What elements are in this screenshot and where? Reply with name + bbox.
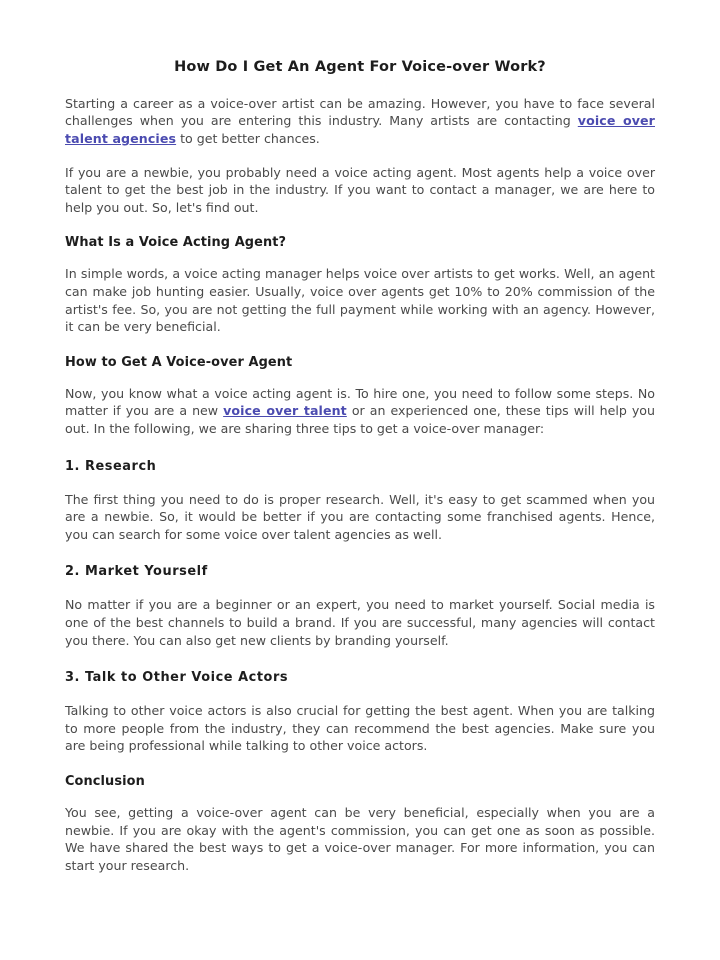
tip-body-market-yourself: No matter if you are a beginner or an expert, you need to market yourself. Social media is one of the best channels to build a brand. If you are successful, many agencies will contact you there. You can also get new clients by branding yourself. <box>65 597 655 648</box>
spacer <box>65 755 655 773</box>
spacer <box>65 580 655 596</box>
section-body-text-after-link: or an experienced one, these tips will help you out. In the following, we are sharing three tips to get a voice-over manager: <box>65 403 655 436</box>
voice-over-talent-agencies-link[interactable]: voice over talent agencies <box>65 113 655 147</box>
spacer <box>65 543 655 563</box>
voice-over-talent-link[interactable]: voice over talent <box>223 403 347 419</box>
spacer <box>65 686 655 702</box>
section-heading-what-is-a-voice-acting-agent: What Is a Voice Acting Agent? <box>65 235 287 251</box>
section-body-what-is-a-voice-acting-agent: In simple words, a voice acting manager helps voice over artists to get works. Well, an agent can make job hunting easier. Usually, voice over agents get 10% to 20% commission of the artist's fee. So, you are not getting the full payment while working with an agency. However, it can be very beneficial. <box>65 266 655 335</box>
intro-para1-text-before-link: Starting a career as a voice-over artist can be amazing. However, you have to face several challenges when you are entering this industry. Many artists are contacting <box>65 95 655 129</box>
tip-heading-talk-to-other-voice-actors: 3. Talk to Other Voice Actors <box>65 670 289 686</box>
spacer <box>65 371 655 385</box>
tip-body-research: The first thing you need to do is proper research. Well, it's easy to get scammed when you are a newbie. So, it would be better if you are contacting some franchised agents. Hence, you can search for some voice over talent agencies as well. <box>65 491 655 542</box>
intro-paragraph-1 <box>65 95 655 148</box>
spacer <box>65 251 655 265</box>
intro-paragraph-2: If you are a newbie, you probably need a voice acting agent. Most agents help a voice over talent to get the best job in the industry. If you want to contact a manager, we are here to help you out. So, let's find out. <box>65 164 655 215</box>
tip-body-talk-to-other-voice-actors: Talking to other voice actors is also crucial for getting the best agent. When you are talking to more people from the industry, they can recommend the best agencies. Make sure you are being professional while talking to other voice actors. <box>65 703 655 754</box>
section-body-conclusion: You see, getting a voice-over agent can be very beneficial, especially when you are a newbie. If you are okay with the agent's commission, you can get one as soon as possible. We have shared the best ways to get a voice-over manager. For more information, you can start your research. <box>65 804 655 873</box>
section-body-text-before-link: Now, you know what a voice acting agent is. To hire one, you need to follow some steps. No matter if you are a new <box>65 385 655 419</box>
spacer <box>65 336 655 354</box>
spacer <box>65 790 655 804</box>
spacer <box>65 77 655 95</box>
tip-heading-research: 1. Research <box>65 458 157 474</box>
document-content <box>65 0 655 874</box>
tip-heading-market-yourself: 2. Market Yourself <box>65 564 208 580</box>
section-heading-how-to-get-a-voice-over-agent: How to Get A Voice-over Agent <box>65 354 293 370</box>
section-heading-conclusion: Conclusion <box>65 773 145 789</box>
page-title: How Do I Get An Agent For Voice-over Work? <box>174 59 546 75</box>
spacer <box>65 475 655 491</box>
section-body-how-to-get-a-voice-over-agent <box>65 385 655 438</box>
intro-para1-text-after-link: to get better chances. <box>176 131 320 147</box>
spacer <box>65 649 655 669</box>
spacer <box>65 438 655 458</box>
spacer <box>65 216 655 234</box>
spacer <box>65 148 655 164</box>
